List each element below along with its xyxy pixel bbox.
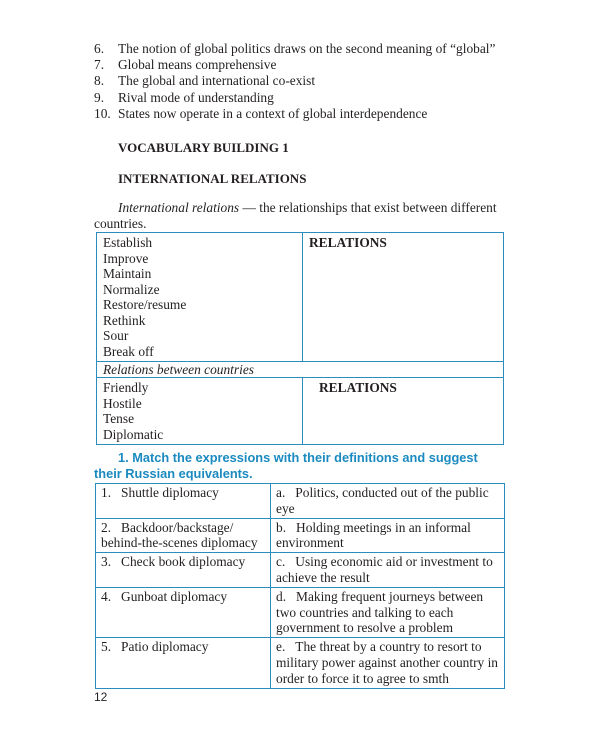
term-text: Backdoor/backstage/ behind-the-scenes diplomacy <box>101 519 258 551</box>
definition-letter: a. <box>276 485 286 500</box>
list-text: The notion of global politics draws on the second meaning of “global” <box>118 41 496 56</box>
list-item <box>94 57 514 73</box>
table-row <box>97 233 504 362</box>
table-row <box>96 638 505 688</box>
list-text: Rival mode of understanding <box>118 89 274 105</box>
vocab-word: Establish <box>103 235 153 250</box>
table-row <box>97 362 504 378</box>
table-row <box>96 518 505 553</box>
definition-cell <box>271 518 505 553</box>
list-number: 7. <box>94 57 105 73</box>
term-number: 4. <box>101 588 112 604</box>
term-text: Patio diplomacy <box>121 639 209 655</box>
relations-label: RELATIONS <box>319 380 397 395</box>
relations-cell <box>303 378 504 445</box>
vocab-word: Sour <box>103 328 129 343</box>
numbered-list <box>94 41 514 122</box>
term-number: 5. <box>101 639 112 655</box>
table-row <box>96 553 505 588</box>
definition-text: Making frequent journeys between two countries and talking to each government to resolve a problem <box>276 588 484 636</box>
list-item <box>94 73 514 89</box>
page-number: 12 <box>94 690 108 704</box>
term-cell <box>96 638 271 688</box>
term-text: Check book diplomacy <box>121 554 246 570</box>
list-item <box>94 41 514 57</box>
term-number: 2. <box>101 519 112 535</box>
vocab-word: Rethink <box>103 312 146 328</box>
list-text: States now operate in a context of global interdependence <box>118 105 428 121</box>
definition-letter: d. <box>276 588 287 604</box>
matching-table <box>95 483 505 689</box>
vocab-word: Normalize <box>103 281 160 297</box>
list-text: Global means comprehensive <box>118 57 277 73</box>
list-text: The global and international co-exist <box>118 73 316 89</box>
table-row <box>97 378 504 445</box>
definition-text: Holding meetings in an informal environment <box>276 519 471 551</box>
vocab-word: Diplomatic <box>103 426 164 442</box>
definition-text: Using economic aid or investment to achieve the result <box>276 554 493 585</box>
list-number: 8. <box>94 73 105 89</box>
exercise-instruction: 1. Match the expressions with their definitions and suggest their Russian equivalents. <box>94 450 478 481</box>
definition-letter: b. <box>276 519 287 535</box>
vocab-word: Friendly <box>103 380 149 395</box>
section-title: VOCABULARY BUILDING 1 <box>118 140 289 155</box>
term-cell <box>96 553 271 588</box>
vocabulary-table <box>96 232 504 445</box>
term-cell <box>96 518 271 553</box>
intro-paragraph <box>94 200 506 232</box>
intro-term: International relations <box>118 200 240 215</box>
list-item <box>94 106 514 122</box>
list-number: 6. <box>94 41 105 56</box>
term-number: 3. <box>101 554 112 570</box>
definition-letter: e. <box>276 639 286 655</box>
relations-cell <box>303 233 504 362</box>
verbs-cell <box>97 233 303 362</box>
vocab-word: Restore/resume <box>103 297 187 312</box>
term-number: 1. <box>101 485 112 500</box>
vocab-word: Maintain <box>103 266 152 281</box>
intro-definition: — the relationships that exist between different countries. <box>94 200 497 231</box>
definition-text: The threat by a country to resort to military power against another country in order to force it to agree to smth <box>276 639 498 686</box>
vocab-word: Break off <box>103 343 154 359</box>
term-text: Gunboat diplomacy <box>121 588 228 604</box>
definition-cell <box>271 553 505 588</box>
term-cell <box>96 484 271 519</box>
list-number: 10. <box>94 105 111 121</box>
relations-label: RELATIONS <box>309 235 387 250</box>
vocab-word: Tense <box>103 411 135 426</box>
definition-text: Politics, conducted out of the public eye <box>276 485 489 516</box>
list-number: 9. <box>94 89 105 105</box>
definition-letter: c. <box>276 554 286 570</box>
table-row <box>96 587 505 637</box>
table-row <box>96 484 505 519</box>
definition-cell <box>271 638 505 688</box>
list-item <box>94 90 514 106</box>
adjectives-cell <box>97 378 303 445</box>
definition-cell <box>271 587 505 637</box>
vocab-word: Hostile <box>103 395 142 411</box>
table-subheading: Relations between countries <box>97 362 504 378</box>
definition-cell <box>271 484 505 519</box>
term-cell <box>96 587 271 637</box>
subsection-title: INTERNATIONAL RELATIONS <box>118 171 307 186</box>
term-text: Shuttle diplomacy <box>121 485 219 500</box>
vocab-word: Improve <box>103 250 149 266</box>
